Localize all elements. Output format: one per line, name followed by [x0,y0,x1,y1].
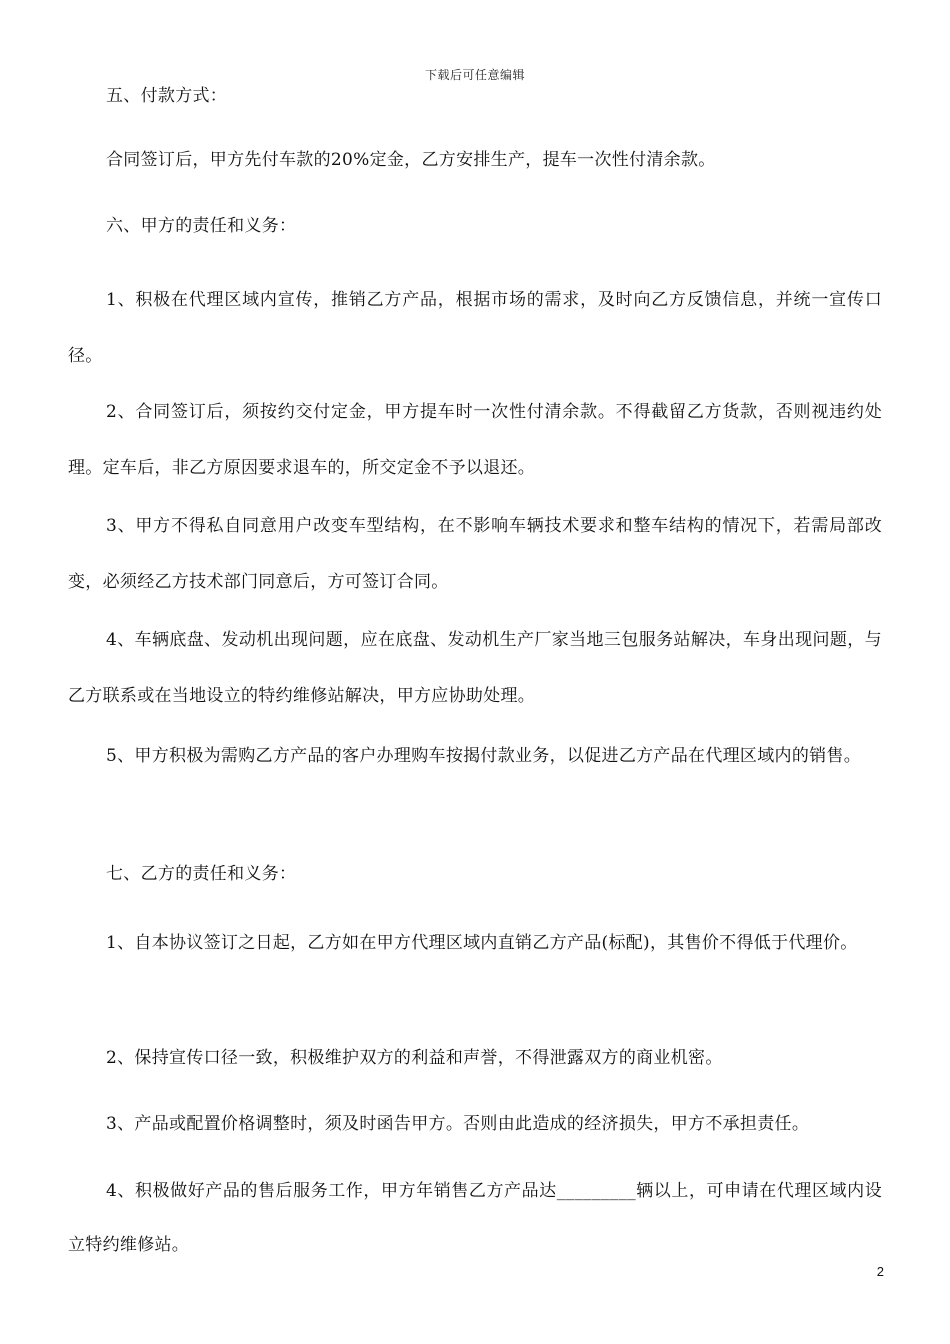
section-6-paragraph-5: 5、甲方积极为需购乙方产品的客户办理购车按揭付款业务，以促进乙方产品在代理区域内的销售。 [106,746,862,766]
section-7-paragraph-2: 2、保持宣传口径一致，积极维护双方的利益和声誉，不得泄露双方的商业机密。 [106,1048,723,1068]
section-6-paragraph-1: 1、积极在代理区域内宣传，推销乙方产品，根据市场的需求，及时向乙方反馈信息，并统一宣传口径。 [68,290,882,366]
section-6-paragraph-3: 3、甲方不得私自同意用户改变车型结构，在不影响车辆技术要求和整车结构的情况下，若需局部改变，必须经乙方技术部门同意后，方可签订合同。 [68,516,882,592]
section-7-paragraph-1: 1、自本协议签订之日起，乙方如在甲方代理区域内直销乙方产品(标配)，其售价不得低于代理价。 [106,933,858,953]
header-watermark: 下载后可任意编辑 [424,68,525,82]
section-5-paragraph-1: 合同签订后，甲方先付车款的20%定金，乙方安排生产，提车一次性付清余款。 [106,150,716,170]
section-5-title: 五、付款方式： [106,86,228,106]
section-6-paragraph-4: 4、车辆底盘、发动机出现问题，应在底盘、发动机生产厂家当地三包服务站解决，车身出现问题，与乙方联系或在当地设立的特约维修站解决，甲方应协助处理。 [68,630,882,706]
section-7-title: 七、乙方的责任和义务： [106,864,297,884]
section-6-title: 六、甲方的责任和义务： [106,216,297,236]
section-6-paragraph-2: 2、合同签订后，须按约交付定金，甲方提车时一次性付清余款。不得截留乙方货款，否则视违约处理。定车后，非乙方原因要求退车的，所交定金不予以退还。 [68,402,882,478]
page-number: 2 [876,1264,884,1279]
section-7-paragraph-4: 4、积极做好产品的售后服务工作，甲方年销售乙方产品达_________辆以上，可申请在代理区域内设立特约维修站。 [68,1181,882,1255]
section-7-paragraph-3: 3、产品或配置价格调整时，须及时函告甲方。否则由此造成的经济损失，甲方不承担责任。 [106,1114,810,1134]
